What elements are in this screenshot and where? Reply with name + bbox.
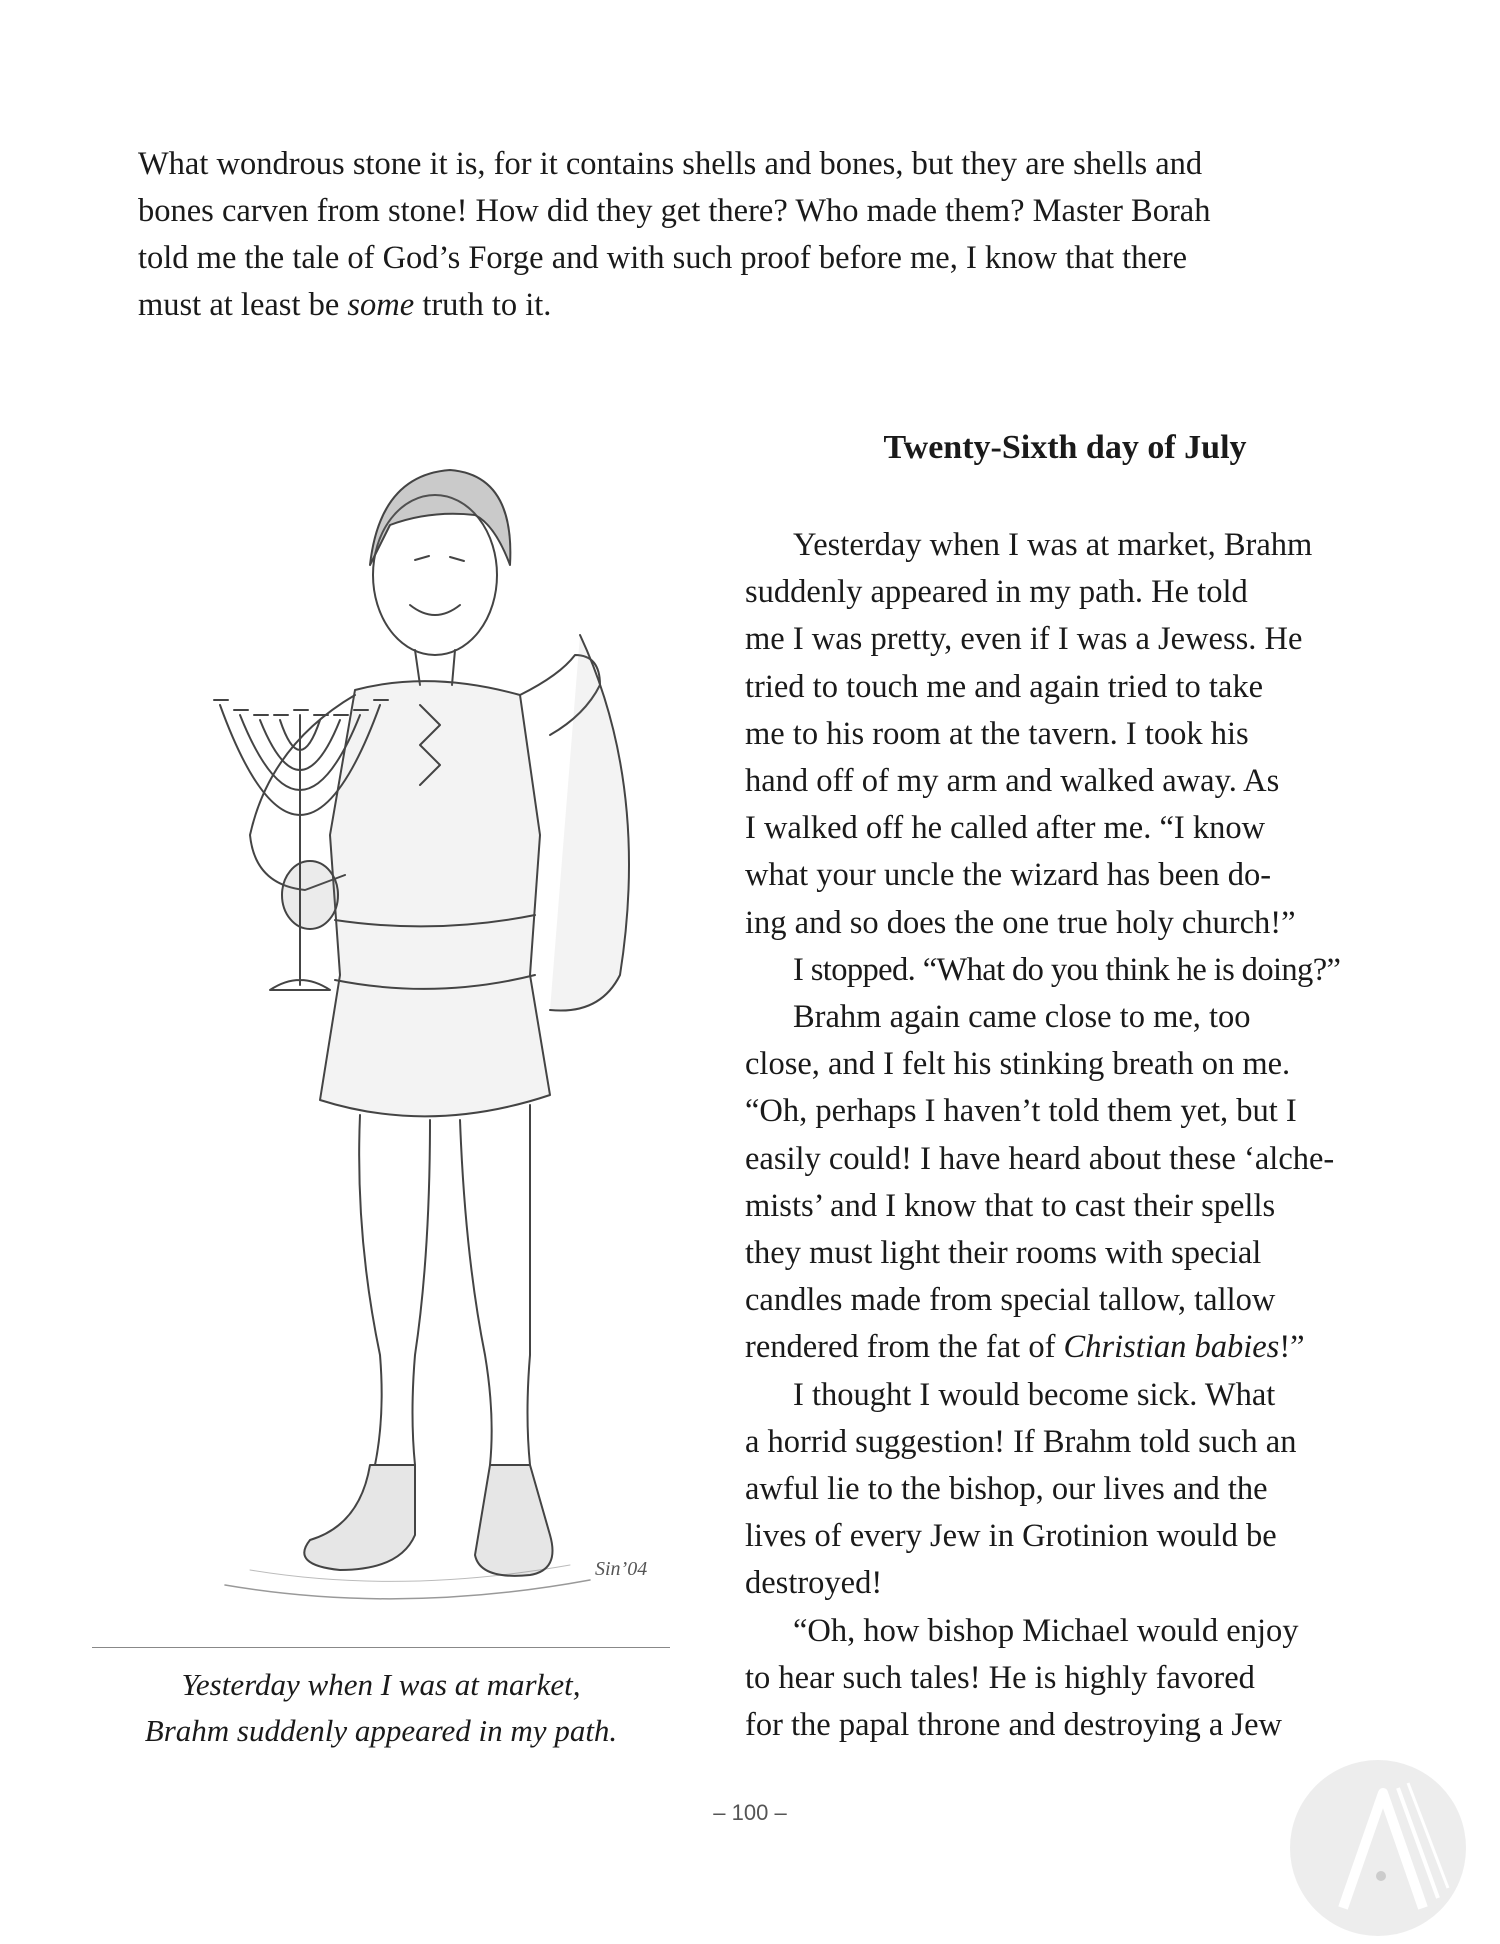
entry-line: destroyed!	[745, 1565, 883, 1602]
intro-line: bones carven from stone! How did they get there? Who made them? Master Borah	[138, 193, 1211, 229]
caption-line: Brahm suddenly appeared in my path.	[144, 1713, 618, 1748]
entry-line: candles made from special tallow, tallow	[745, 1282, 1276, 1319]
publisher-logo-icon	[1288, 1758, 1468, 1938]
intro-line: What wondrous stone it is, for it contains shells and bones, but they are shells and	[138, 146, 1203, 182]
entry-text: rendered from the fat of	[745, 1329, 1064, 1366]
illustration	[130, 455, 670, 1605]
entry-line: awful lie to the bishop, our lives and the	[745, 1471, 1268, 1508]
diary-entry	[745, 522, 1410, 1749]
intro-line-end: truth to it.	[414, 287, 552, 323]
artist-signature: Sin’04	[595, 1558, 648, 1580]
caption-line: Yesterday when I was at market,	[181, 1667, 581, 1702]
entry-line: “Oh, how bishop Michael would enjoy	[793, 1612, 1299, 1649]
entry-line: what your uncle the wizard has been do-	[745, 857, 1272, 894]
entry-text: !”	[1279, 1329, 1305, 1366]
intro-paragraph	[138, 141, 1388, 329]
entry-line	[745, 1324, 1410, 1371]
entry-line: I walked off he called after me. “I know	[745, 810, 1266, 847]
entry-line: tried to touch me and again tried to take	[745, 668, 1264, 705]
entry-heading: Twenty-Sixth day of July	[883, 429, 1247, 466]
entry-line: me I was pretty, even if I was a Jewess. He	[745, 621, 1303, 658]
entry-line: close, and I felt his stinking breath on me.	[745, 1046, 1291, 1083]
entry-line: to hear such tales! He is highly favored	[745, 1659, 1255, 1696]
entry-line: “Oh, perhaps I haven’t told them yet, but I	[745, 1093, 1297, 1130]
entry-line: Brahm again came close to me, too	[793, 999, 1251, 1036]
illustration-caption	[92, 1662, 670, 1754]
entry-line: Yesterday when I was at market, Brahm	[793, 527, 1313, 563]
emphasis: Christian babies	[1063, 1329, 1280, 1366]
entry-line: for the papal throne and destroying a Jew	[745, 1707, 1282, 1744]
pencil-sketch-figure	[130, 455, 670, 1605]
entry-line: I thought I would become sick. What	[793, 1376, 1276, 1413]
entry-line: they must light their rooms with special	[745, 1235, 1262, 1272]
entry-line: a horrid suggestion! If Brahm told such an	[745, 1423, 1297, 1460]
emphasis: some	[347, 287, 415, 323]
intro-line: told me the tale of God’s Forge and with such proof before me, I know that there	[138, 240, 1188, 276]
entry-line: I stopped. “What do you think he is doing?”	[793, 951, 1341, 988]
intro-line: must at least be	[138, 287, 348, 323]
entry-line: mists’ and I know that to cast their spells	[745, 1187, 1276, 1224]
entry-line: lives of every Jew in Grotinion would be	[745, 1518, 1277, 1555]
entry-line: me to his room at the tavern. I took his	[745, 715, 1249, 752]
entry-line: hand off of my arm and walked away. As	[745, 763, 1280, 800]
entry-line: ing and so does the one true holy church!”	[745, 904, 1296, 941]
caption-divider	[92, 1647, 670, 1648]
entry-line: easily could! I have heard about these ‘alche-	[745, 1140, 1335, 1177]
page-number: – 100 –	[713, 1800, 787, 1825]
entry-line: suddenly appeared in my path. He told	[745, 574, 1248, 611]
